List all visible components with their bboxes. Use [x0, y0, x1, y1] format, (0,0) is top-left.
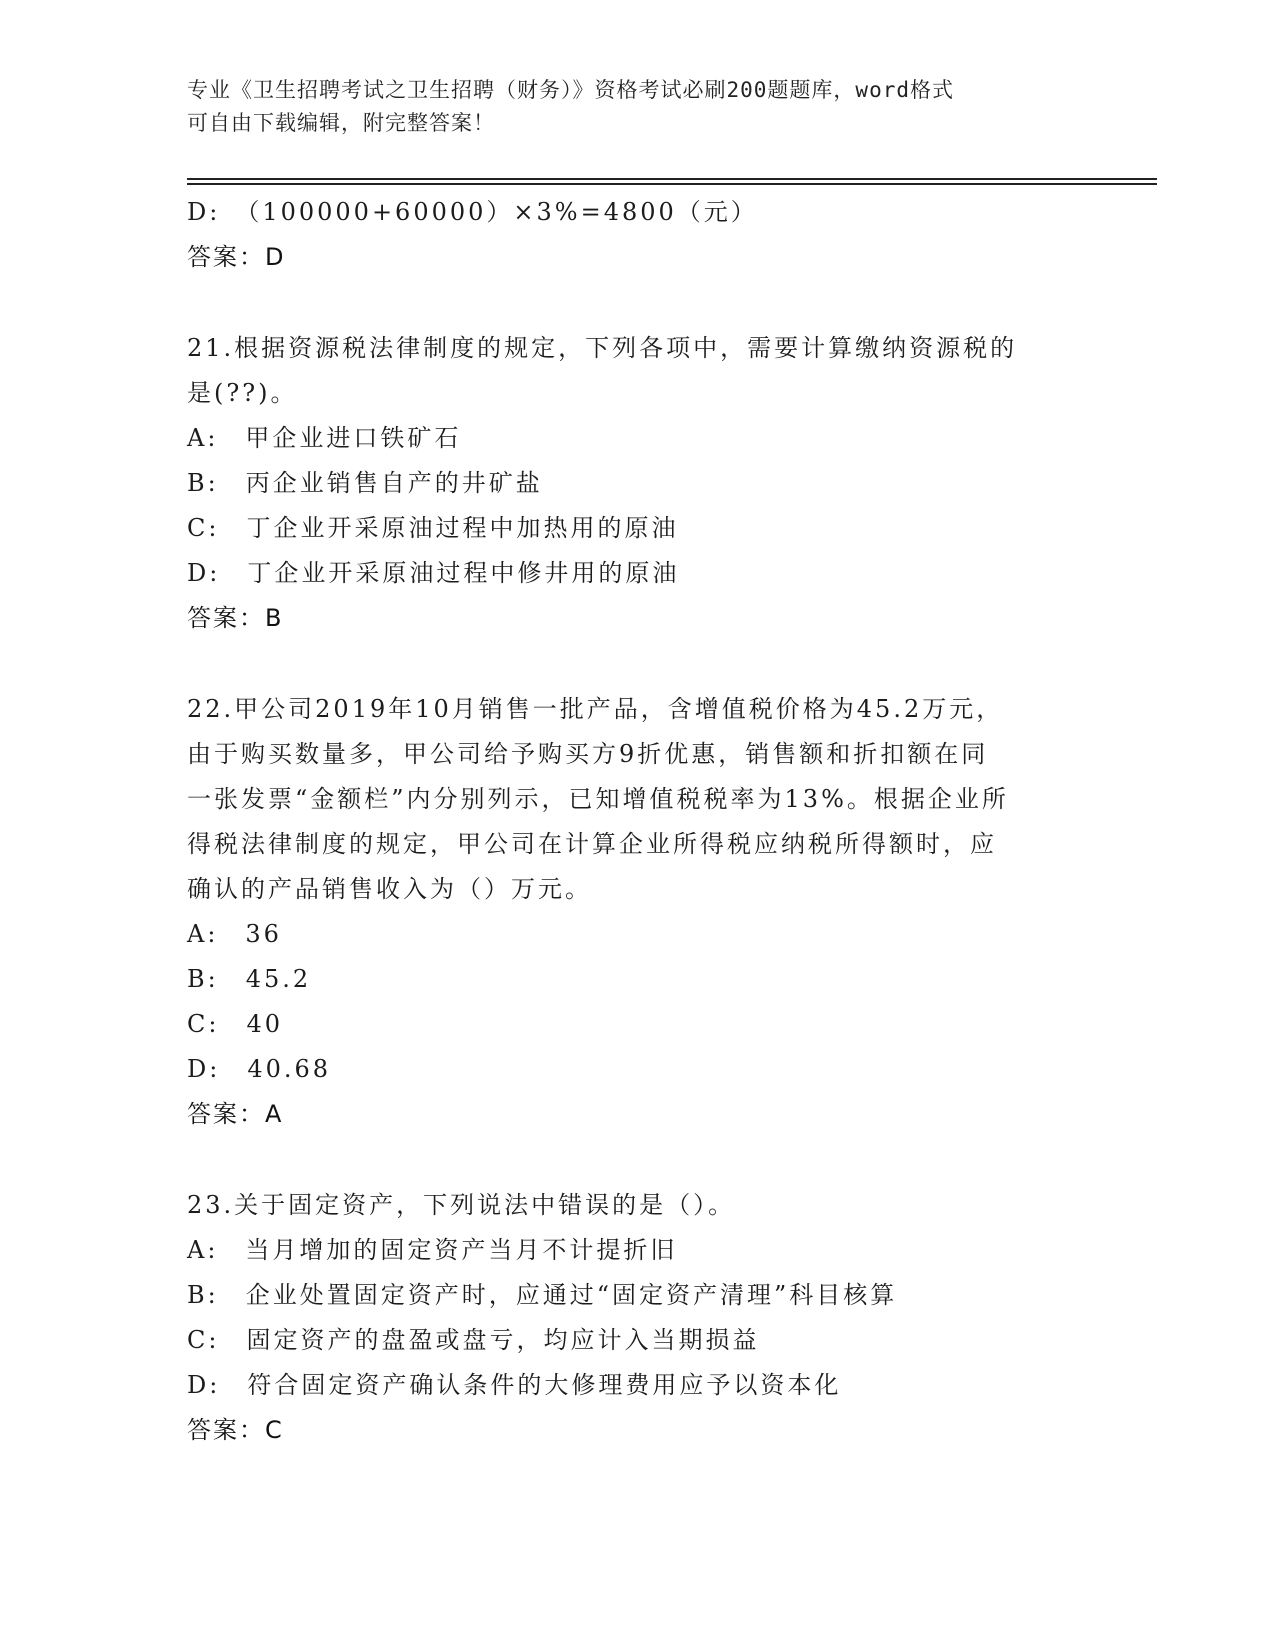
spacer [187, 280, 1087, 326]
option-a: A: 甲企业进口铁矿石 [187, 424, 462, 452]
question-20-tail [187, 190, 1087, 280]
spacer [187, 641, 1087, 687]
question-stem [187, 326, 1087, 416]
stem-line: 是(??)。 [187, 379, 298, 407]
stem-line: 确认的产品销售收入为（）万元。 [187, 875, 592, 903]
question-stem [187, 1183, 1087, 1228]
option-d: D: 40.68 [187, 1055, 332, 1083]
stem-line: 由于购买数量多，甲公司给予购买方9折优惠，销售额和折扣额在同 [187, 740, 989, 768]
question-22 [187, 687, 1087, 1137]
document-header [187, 74, 1067, 140]
option-b: B: 45.2 [187, 965, 312, 993]
option-b: B: 企业处置固定资产时，应通过“固定资产清理”科目核算 [187, 1281, 898, 1309]
answer-label: 答案：D [187, 243, 286, 271]
header-divider-top [187, 178, 1157, 180]
option-d: D: （100000+60000）×3%=4800（元） [187, 198, 758, 226]
answer-label: 答案：C [187, 1416, 284, 1444]
stem-line: 21.根据资源税法律制度的规定，下列各项中，需要计算缴纳资源税的 [187, 334, 1018, 362]
answer-label: 答案：A [187, 1100, 284, 1128]
stem-line: 得税法律制度的规定，甲公司在计算企业所得税应纳税所得额时，应 [187, 830, 997, 858]
header-divider-bottom [187, 183, 1157, 185]
option-b: B: 丙企业销售自产的井矿盐 [187, 469, 543, 497]
answer-label: 答案：B [187, 604, 284, 632]
stem-line: 一张发票“金额栏”内分别列示，已知增值税税率为13%。根据企业所 [187, 785, 1009, 813]
option-c: C: 丁企业开采原油过程中加热用的原油 [187, 514, 679, 542]
question-stem [187, 687, 1087, 912]
option-d: D: 符合固定资产确认条件的大修理费用应予以资本化 [187, 1371, 842, 1399]
option-d: D: 丁企业开采原油过程中修井用的原油 [187, 559, 680, 587]
option-c: C: 40 [187, 1010, 283, 1038]
option-a: A: 36 [187, 920, 282, 948]
header-line-2: 可自由下载编辑，附完整答案！ [187, 111, 495, 135]
question-21 [187, 326, 1087, 641]
question-23 [187, 1183, 1087, 1453]
option-a: A: 当月增加的固定资产当月不计提折旧 [187, 1236, 678, 1264]
header-line-1: 专业《卫生招聘考试之卫生招聘（财务）》资格考试必刷200题题库，word格式 [187, 78, 954, 102]
spacer [187, 1137, 1087, 1183]
stem-line: 22.甲公司2019年10月销售一批产品，含增值税价格为45.2万元， [187, 695, 1004, 723]
option-c: C: 固定资产的盘盈或盘亏，均应计入当期损益 [187, 1326, 760, 1354]
document-body [187, 190, 1087, 1453]
stem-line: 23.关于固定资产，下列说法中错误的是（）。 [187, 1191, 736, 1219]
